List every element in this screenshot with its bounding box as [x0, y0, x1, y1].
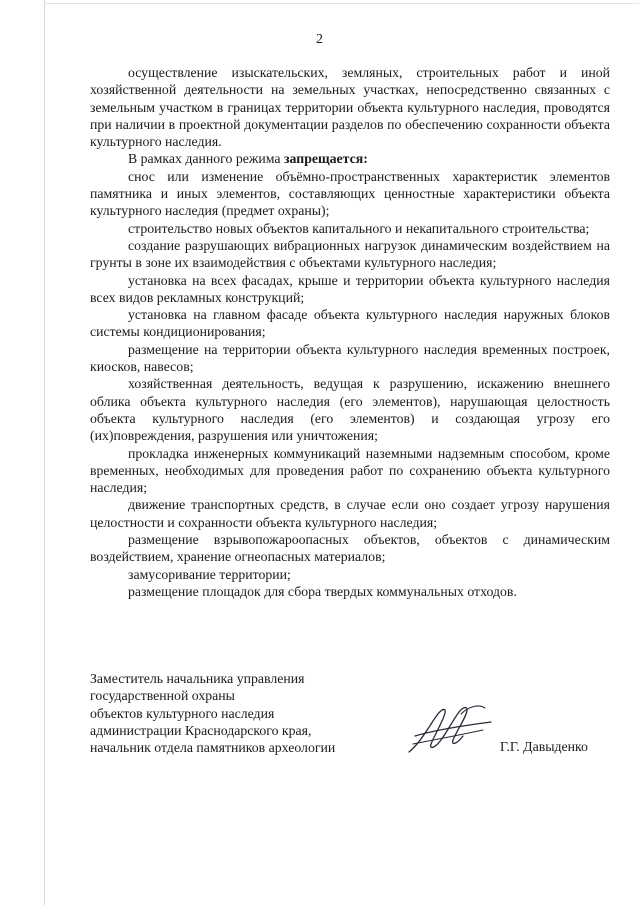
signatory-name: Г.Г. Давыденко [500, 739, 588, 754]
prohibition-item: снос или изменение объёмно-пространственных характеристик элементов памятника и иных элементов, составляющих ценностные характеристики объекта культурного наследия (предмет охраны); [90, 168, 610, 219]
prohibitions-intro-lead: В рамках данного режима [128, 151, 284, 167]
document-body [90, 64, 610, 600]
prohibition-item: строительство новых объектов капитального и некапитального строительства; [128, 220, 590, 236]
prohibition-item: прокладка инженерных коммуникаций наземными надземным способом, кроме временных, необходимых для проведения работ по сохранению объекта культурного наследия; [90, 445, 610, 496]
signatory-position [90, 670, 390, 756]
signatory-position-line: администрации Краснодарского края, [90, 722, 312, 738]
page-top-edge [44, 3, 639, 4]
prohibitions-intro-emphasis: запрещается: [284, 151, 368, 167]
prohibition-item: движение транспортных средств, в случае если оно создает угрозу нарушения целостности и сохранности объекта культурного наследия; [90, 497, 610, 530]
prohibition-item: размещение площадок для сбора твердых коммунальных отходов. [128, 583, 517, 599]
signatory-position-line: объектов культурного наследия [90, 705, 275, 721]
signatory-position-line: государственной охраны [90, 688, 235, 704]
signatory-position-line: начальник отдела памятников археологии [90, 740, 336, 756]
prohibition-item: создание разрушающих вибрационных нагрузок динамическим воздействием на грунты в зоне их взаимодействия с объектами культурного наследия; [90, 237, 610, 271]
prohibition-item: установка на всех фасадах, крыше и территории объекта культурного наследия всех видов рекламных конструкций; [90, 272, 610, 305]
signatory-position-line: Заместитель начальника управления [90, 671, 305, 686]
prohibition-item: установка на главном фасаде объекта культурного наследия наружных блоков системы кондиционирования; [90, 307, 610, 340]
prohibition-item: размещение взрывопожароопасных объектов, объектов с динамическим воздействием, хранение огнеопасных материалов; [90, 532, 610, 565]
paragraph-intro-activity: осуществление изыскательских, земляных, строительных работ и иной хозяйственной деятельности на земельных участках, непосредственно связанных с земельным участком в границах территории объекта культурного наследия, проводятся при наличии в проектной документации разделов по обеспечению сохранности объекта культурного наследия. [90, 65, 610, 150]
prohibition-item: замусоривание территории; [128, 566, 291, 582]
prohibition-item: хозяйственная деятельность, ведущая к разрушению, искажению внешнего облика объекта культурного наследия (его элементов), нарушающая целостность объекта культурного наследия (его элементов) и создающая угрозу его (их)повреждения, разрушения или уничтожения; [90, 376, 610, 444]
prohibitions-intro [90, 150, 610, 167]
page-left-edge [44, 0, 45, 905]
prohibition-item: размещение на территории объекта культурного наследия временных построек, киосков, навесов; [90, 341, 610, 375]
handwritten-signature [405, 700, 495, 758]
page-number: 2 [316, 32, 323, 47]
